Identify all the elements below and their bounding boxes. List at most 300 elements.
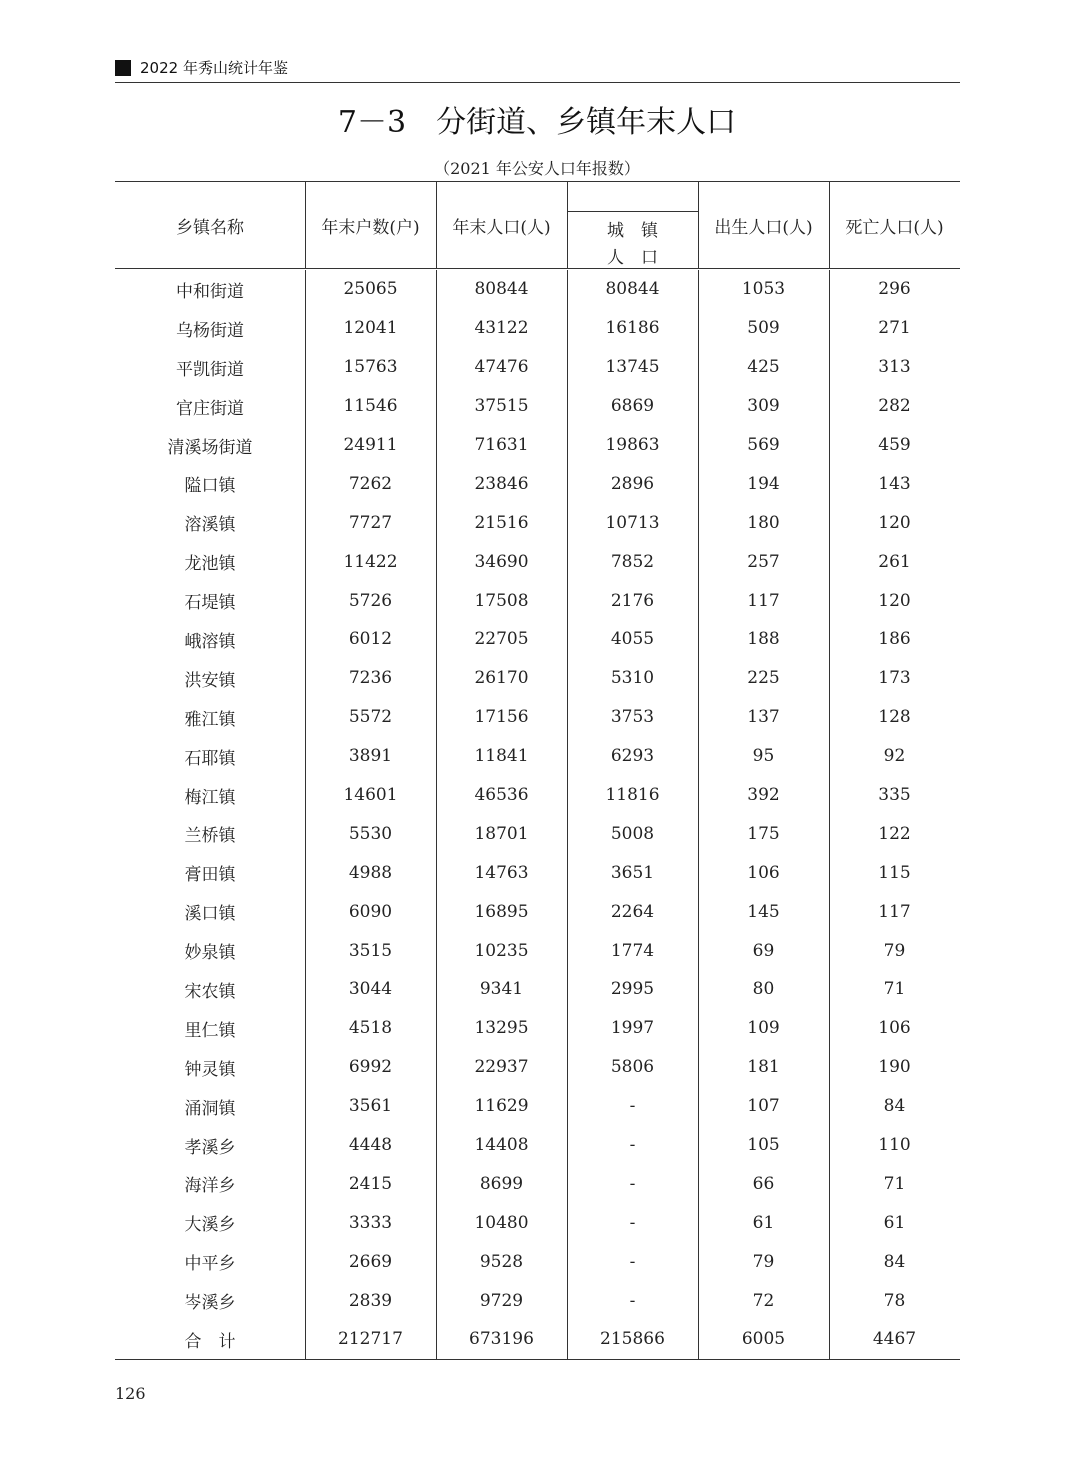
column-divider [829,659,830,698]
cell-urban: 4055 [610,629,655,650]
cell-deaths: 4467 [872,1329,917,1350]
table-row [115,348,960,387]
cell-households: 15763 [343,357,398,378]
column-divider [698,503,699,542]
cell-deaths: 313 [878,357,911,378]
column-divider [305,309,306,348]
column-divider [305,387,306,426]
cell-name: 龙池镇 [184,554,236,575]
column-divider [829,270,830,309]
column-divider [829,1048,830,1087]
column-divider [698,892,699,931]
cell-deaths: 92 [883,746,906,767]
cell-households: 5572 [348,707,393,728]
cell-deaths: 106 [878,1018,911,1039]
column-divider [305,426,306,465]
cell-births: 425 [747,357,780,378]
table-row [115,581,960,620]
column-divider [436,659,437,698]
cell-population: 80844 [474,279,529,300]
column-divider [436,970,437,1009]
column-divider [436,464,437,503]
column-divider [305,659,306,698]
header-households: 年末户数(户) [321,217,420,238]
column-divider [305,270,306,309]
cell-deaths: 84 [883,1251,906,1272]
table-row [115,1242,960,1281]
cell-urban: - [629,1290,636,1311]
cell-deaths: 84 [883,1096,906,1117]
cell-name: 峨溶镇 [184,631,236,652]
cell-population: 37515 [474,396,529,417]
cell-households: 6012 [348,629,393,650]
column-divider [436,1048,437,1087]
column-divider [305,1242,306,1281]
cell-deaths: 335 [878,785,911,806]
column-divider [305,970,306,1009]
cell-population: 673196 [469,1329,534,1350]
cell-name: 溶溪镇 [184,515,236,536]
column-divider [829,1087,830,1126]
column-divider [567,698,568,737]
cell-urban: 7852 [610,551,655,572]
cell-population: 47476 [474,357,529,378]
cell-population: 13295 [474,1018,529,1039]
cell-deaths: 122 [878,823,911,844]
cell-households: 7236 [348,668,393,689]
column-divider [829,542,830,581]
column-divider [698,542,699,581]
column-divider [698,776,699,815]
column-divider [436,581,437,620]
page-subtitle: （2021 年公安人口年报数） [434,159,640,178]
column-divider [829,581,830,620]
cell-urban: 2176 [610,590,655,611]
cell-name: 官庄街道 [176,398,244,419]
cell-households: 3561 [348,1096,393,1117]
cell-households: 3891 [348,746,393,767]
column-divider [829,387,830,426]
column-divider [567,620,568,659]
column-divider [436,1126,437,1165]
header-deaths: 死亡人口(人) [845,217,944,238]
cell-urban: 1774 [610,940,655,961]
column-divider [567,1087,568,1126]
column-divider [305,1087,306,1126]
cell-urban: 10713 [605,512,660,533]
column-divider [698,814,699,853]
column-divider [698,737,699,776]
cell-population: 11629 [474,1096,529,1117]
cell-population: 43122 [474,318,529,339]
cell-deaths: 117 [878,901,911,922]
running-head-text: 2022 年秀山统计年鉴 [140,59,288,77]
cell-name: 中和街道 [176,281,244,302]
cell-population: 23846 [474,473,529,494]
column-divider [305,1164,306,1203]
cell-deaths: 115 [878,862,911,883]
column-divider [436,776,437,815]
column-divider [567,387,568,426]
header-divider [829,182,830,268]
cell-births: 61 [752,1212,775,1233]
column-divider [829,503,830,542]
column-divider [436,737,437,776]
cell-name: 平凯街道 [176,359,244,380]
column-divider [436,309,437,348]
cell-name: 中平乡 [184,1254,236,1275]
cell-deaths: 120 [878,590,911,611]
column-divider [567,1164,568,1203]
cell-population: 14763 [474,862,529,883]
cell-births: 137 [747,707,780,728]
cell-urban: 5806 [610,1057,655,1078]
column-divider [829,1126,830,1165]
header-divider [698,182,699,268]
cell-households: 2415 [348,1173,393,1194]
cell-households: 6992 [348,1057,393,1078]
cell-urban: 1997 [610,1018,655,1039]
column-divider [436,348,437,387]
cell-births: 225 [747,668,780,689]
column-divider [829,1320,830,1359]
column-divider [567,1126,568,1165]
header-births: 出生人口(人) [714,217,813,238]
cell-births: 1053 [741,279,786,300]
column-divider [829,814,830,853]
column-divider [436,1281,437,1320]
column-divider [567,503,568,542]
table-row [115,387,960,426]
cell-urban: - [629,1251,636,1272]
column-divider [305,503,306,542]
cell-urban: 2264 [610,901,655,922]
cell-births: 80 [752,979,775,1000]
table-row [115,270,960,309]
column-divider [698,970,699,1009]
column-divider [698,348,699,387]
header-divider [305,182,306,268]
column-divider [567,892,568,931]
table-row [115,1203,960,1242]
cell-births: 309 [747,396,780,417]
cell-name: 石堤镇 [184,593,236,614]
column-divider [567,270,568,309]
cell-deaths: 282 [878,396,911,417]
table-row [115,503,960,542]
column-divider [305,698,306,737]
column-divider [436,892,437,931]
header-population: 年末人口(人) [452,217,551,238]
column-divider [567,1320,568,1359]
column-divider [829,737,830,776]
cell-urban: 5008 [610,823,655,844]
cell-births: 194 [747,473,780,494]
table-row [115,814,960,853]
cell-population: 22705 [474,629,529,650]
cell-name: 钟灵镇 [184,1059,236,1080]
table-row [115,1281,960,1320]
cell-births: 107 [747,1096,780,1117]
column-divider [829,1009,830,1048]
column-divider [698,1320,699,1359]
cell-population: 22937 [474,1057,529,1078]
cell-population: 9729 [479,1290,524,1311]
column-divider [436,698,437,737]
cell-urban: - [629,1173,636,1194]
column-divider [305,348,306,387]
column-divider [436,620,437,659]
column-divider [436,1320,437,1359]
cell-households: 24911 [343,435,398,455]
cell-urban: 5310 [610,668,655,689]
cell-name: 隘口镇 [184,476,236,497]
cell-births: 95 [752,746,775,767]
column-divider [698,1281,699,1320]
cell-deaths: 143 [878,473,911,494]
column-divider [567,1242,568,1281]
cell-deaths: 110 [878,1135,911,1156]
cell-name: 乌杨街道 [176,320,244,341]
column-divider [436,542,437,581]
cell-urban: 3753 [610,707,655,728]
column-divider [305,620,306,659]
cell-births: 180 [747,512,780,533]
cell-deaths: 79 [883,940,906,961]
cell-name: 妙泉镇 [184,943,236,964]
table-row [115,776,960,815]
cell-population: 26170 [474,668,529,689]
cell-population: 10235 [474,940,529,961]
column-divider [567,309,568,348]
column-divider [698,1242,699,1281]
column-divider [305,853,306,892]
cell-births: 188 [747,629,780,650]
column-divider [829,970,830,1009]
cell-name: 涌洞镇 [184,1098,236,1119]
column-divider [829,1203,830,1242]
cell-urban: 16186 [605,318,660,339]
cell-households: 25065 [343,279,398,300]
column-divider [567,542,568,581]
cell-urban: 2995 [610,979,655,1000]
cell-births: 69 [752,940,775,961]
table-row [115,1009,960,1048]
column-divider [305,542,306,581]
column-divider [698,698,699,737]
column-divider [698,581,699,620]
column-divider [698,1203,699,1242]
cell-households: 3044 [348,979,393,1000]
column-divider [436,387,437,426]
running-head [115,58,960,83]
cell-urban: - [629,1096,636,1117]
table-row [115,620,960,659]
column-divider [567,348,568,387]
cell-births: 145 [747,901,780,922]
page-title: 7－3 分街道、乡镇年末人口 [337,105,737,140]
table-row [115,698,960,737]
cell-population: 16895 [474,901,529,922]
column-divider [698,659,699,698]
column-divider [305,581,306,620]
cell-population: 10480 [474,1212,529,1233]
cell-population: 21516 [474,512,529,533]
header-divider [567,182,568,268]
column-divider [567,853,568,892]
cell-name: 合 计 [184,1331,236,1352]
cell-households: 7727 [348,512,393,533]
column-divider [567,464,568,503]
table-header [115,181,960,269]
cell-households: 4448 [348,1135,393,1156]
column-divider [436,1087,437,1126]
column-divider [305,776,306,815]
cell-name: 岑溪乡 [184,1293,236,1314]
cell-households: 5726 [348,590,393,611]
cell-deaths: 271 [878,318,911,339]
column-divider [567,659,568,698]
header-name: 乡镇名称 [176,217,244,238]
column-divider [436,853,437,892]
black-square-icon [115,60,131,76]
cell-urban: 2896 [610,473,655,494]
column-divider [829,426,830,465]
column-divider [305,1320,306,1359]
column-divider [829,1242,830,1281]
column-divider [567,581,568,620]
table-row [115,853,960,892]
column-divider [305,1203,306,1242]
column-divider [567,1048,568,1087]
column-divider [829,1164,830,1203]
cell-births: 66 [752,1173,775,1194]
table-row [115,737,960,776]
cell-name: 雅江镇 [184,709,236,730]
cell-births: 6005 [741,1329,786,1350]
column-divider [829,931,830,970]
column-divider [436,1009,437,1048]
column-divider [698,853,699,892]
header-urban-line1: 城 镇 [607,221,658,241]
cell-births: 392 [747,785,780,806]
column-divider [436,814,437,853]
cell-name: 膏田镇 [184,865,236,886]
cell-households: 7262 [348,473,393,494]
cell-births: 105 [747,1135,780,1156]
cell-households: 4988 [348,862,393,883]
column-divider [305,892,306,931]
column-divider [829,620,830,659]
cell-population: 46536 [474,785,529,806]
column-divider [567,1009,568,1048]
cell-deaths: 71 [883,979,906,1000]
column-divider [305,1281,306,1320]
cell-name: 石耶镇 [184,748,236,769]
cell-households: 2839 [348,1290,393,1311]
column-divider [698,309,699,348]
column-divider [829,309,830,348]
cell-name: 洪安镇 [184,670,236,691]
column-divider [698,426,699,465]
cell-households: 6090 [348,901,393,922]
cell-births: 569 [747,435,780,455]
table-row [115,659,960,698]
cell-deaths: 296 [878,279,911,300]
table-row [115,309,960,348]
cell-population: 17508 [474,590,529,611]
cell-name: 兰桥镇 [184,826,236,847]
column-divider [698,464,699,503]
cell-population: 8699 [479,1173,524,1194]
column-divider [305,931,306,970]
cell-urban: 19863 [605,435,660,455]
cell-households: 3333 [348,1212,393,1233]
column-divider [829,776,830,815]
column-divider [436,931,437,970]
cell-name: 梅江镇 [184,787,236,808]
cell-name: 清溪场街道 [167,437,253,458]
cell-births: 509 [747,318,780,339]
column-divider [436,426,437,465]
column-divider [436,1164,437,1203]
cell-births: 106 [747,862,780,883]
column-divider [829,464,830,503]
cell-households: 11422 [343,551,398,572]
column-divider [436,1242,437,1281]
cell-deaths: 459 [878,435,911,455]
table-row [115,542,960,581]
column-divider [698,1164,699,1203]
cell-name: 海洋乡 [184,1176,236,1197]
column-divider [829,348,830,387]
cell-births: 79 [752,1251,775,1272]
header-urban [567,211,698,268]
cell-urban: 215866 [600,1329,665,1350]
cell-households: 5530 [348,823,393,844]
cell-name: 孝溪乡 [184,1137,236,1158]
column-divider [567,1281,568,1320]
table-row [115,892,960,931]
cell-households: 11546 [343,396,398,417]
column-divider [305,1126,306,1165]
column-divider [698,387,699,426]
cell-urban: - [629,1212,636,1233]
column-divider [305,464,306,503]
cell-urban: 3651 [610,862,655,883]
column-divider [698,1087,699,1126]
cell-urban: 6293 [610,746,655,767]
cell-population: 34690 [474,551,529,572]
column-divider [567,737,568,776]
cell-deaths: 78 [883,1290,906,1311]
cell-population: 18701 [474,823,529,844]
column-divider [567,1203,568,1242]
column-divider [829,698,830,737]
cell-deaths: 186 [878,629,911,650]
column-divider [567,426,568,465]
cell-population: 11841 [474,746,529,767]
table-row [115,1320,960,1359]
cell-population: 9341 [479,979,524,1000]
population-table [115,181,960,1360]
cell-households: 2669 [348,1251,393,1272]
cell-name: 里仁镇 [184,1020,236,1041]
cell-population: 9528 [479,1251,524,1272]
column-divider [567,776,568,815]
column-divider [567,931,568,970]
cell-deaths: 173 [878,668,911,689]
